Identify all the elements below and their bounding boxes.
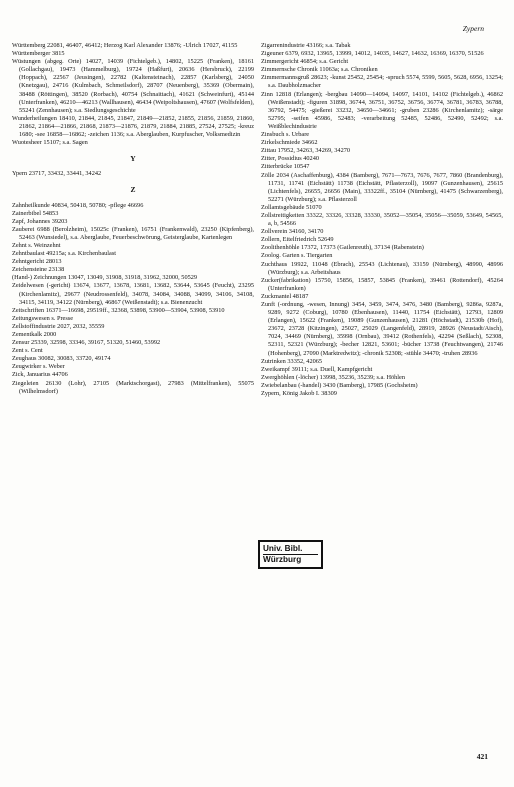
- index-entry: Zucker(fabrikation) 15750, 15856, 15857, 53845 (Franken), 39461 (Rottendorf), 45264 (Unterfranken): [261, 276, 503, 292]
- index-entry: Zigarrenindustrie 43166; s.a. Tabak: [261, 42, 351, 49]
- index-entry: Ziegeleien 26130 (Lohr), 27105 (Marktschorgast), 27983 (Mittelfranken), 55075 (Wilhelmsdorf): [12, 379, 254, 395]
- index-entry: Zehnt s. Weinzehnt: [12, 241, 61, 249]
- index-entry: Zweikampf 39111; s.a. Duell, Kampfgericht: [261, 365, 373, 373]
- index-entry: Zwerghöhlen (-löcher) 13998, 35236, 35239; s.a. Höhlen: [261, 373, 405, 381]
- index-entry: Zimmernsche Chronik 11063a; s.a. Chroniken: [261, 66, 378, 74]
- index-entry: Zeughaus 30082, 30083, 33720, 49174: [12, 355, 111, 363]
- index-entry: Wuotesheer 15107; s.a. Sagen: [12, 139, 88, 147]
- index-entry: Zick, Januarius 44706: [12, 371, 68, 379]
- index-column-right: [261, 42, 503, 398]
- index-entry: Zypern, König Jakob I. 38309: [261, 390, 337, 398]
- stamp-line-2: Würzburg: [263, 554, 318, 565]
- index-entry: Zuchthaus 19922, 11048 (Ebrach), 25543 (Lichtenau), 33159 (Nürnberg), 48990, 48996 (Würzburg); s.a. Arbeitshaus: [261, 260, 503, 276]
- index-entry: Zeitungswesen s. Presse: [12, 314, 74, 322]
- index-entry: Zoolog. Garten s. Tiergarten: [261, 252, 333, 260]
- index-entry: Zeichensteine 23138: [12, 266, 65, 274]
- index-entry: Zapf, Johannes 39203: [12, 217, 68, 225]
- letter-heading: Y: [130, 154, 136, 164]
- index-entry: Ypern 23717, 33432, 33441, 34242: [12, 170, 102, 178]
- index-column-left: [12, 42, 254, 396]
- letter-heading: Z: [130, 185, 136, 195]
- index-entry: Zeidelwesen (-gericht) 13674, 13677, 13678, 13681, 13682, 53644, 53645 (Feucht), 23295 (Kirchenlamitz), 29677 (Neudrossenfeld), 34078, 34084, 34088, 34099, 34106, 34108, 34115, 34119, 34122 (Nürnberg), 46867 (Weißenstadt); s.a. Bienenzucht: [12, 282, 254, 306]
- index-entry: Zimmermannsgruß 28623; -kunst 25452, 25454; -spruch 5574, 5599, 5605, 5628, 6956, 13254; s.a. Daubholzmacher: [261, 74, 503, 90]
- index-entry: Zitter, Possidius 40240: [261, 155, 319, 163]
- index-entry: Zeugwirker s. Weber: [12, 363, 65, 371]
- index-entry: Zent s. Cent: [12, 347, 43, 355]
- index-entry: Zementkalk 2000: [12, 331, 57, 338]
- index-entry: Zutrinken 33352, 42065: [261, 357, 323, 365]
- index-entry: (Hand-) Zeichnungen 13047, 13049, 31908, 31918, 31962, 32000, 50529: [12, 274, 198, 282]
- index-entry: Zittau 17952, 34263, 34269, 34270: [261, 147, 351, 155]
- index-entry: Zollamtsgebäude 51070: [261, 203, 322, 211]
- index-entry: Wunderheilungen 18410, 21844, 21845, 21847, 21849—21852, 21855, 21856, 21859, 21860, 21862, 21864—21866, 21868, 21873—21876, 21879, 21884, 21885, 27524, 27525; -kreuz 1680; -see 16858—16862; -zeichen 1136; s.a. Aberglauben, Kurpfuscher, Volksmedizin: [12, 114, 254, 139]
- index-entry: Württemberg 22081, 46407, 46412; Herzog Karl Alexander 13876; -Ulrich 17027, 41155: [12, 42, 238, 49]
- index-entry: Zitterbrücke 10547: [261, 163, 310, 171]
- index-entry: Zauberei 6988 (Berolzheim), 15025c (Franken), 16751 (Frankenwald), 23250 (Kipfenberg), 52463 (Wunsiedel), s.a. Aberglaube, Feuerbeschwörung, Geisterglaube, Kartenlegen: [12, 225, 254, 241]
- index-entry: Zinn 12818 (Erlangen); -bergbau 14090—14094, 14097, 14101, 14102 (Fichtelgeb.), 46862 (Weißenstadt); -figuren 31898, 36744, 36751, 36752, 36756, 36774, 36781, 36783, 36788, 36792, 54475; -gießerei 33232, 34650—34661; -gruben 23286 (Kirchenlamitz); -särge 52795; -seifen 45986, 52483; -verarbeitung 52485, 52486, 52490, 52492; s.a. Weißblechindustrie: [261, 90, 503, 130]
- index-entry: Zimmergericht 46854; s.a. Gericht: [261, 58, 349, 66]
- page-number: 421: [476, 752, 488, 761]
- index-entry: Zunft (-ordnung, -wesen, Innung) 3454, 3459, 3474, 3476, 3480 (Bamberg), 9286a, 9287a, 9289, 9272 (Coburg), 10780 (Ebenhausen), 11440, 11754 (Eichstätt), 12793, 12809 (Erlangen), 15622 (Franken), 19089 (Gunzenhausen), 21281 (Höchstadt), 21530b (Hof), 23672, 23728 (Kitzingen), 25027, 25029 (Langenfeld), 28919, 28926 (Neustadt/Aisch), 7024, 34469 (Nürnberg), 35998 (Ornbau), 39412 (Rothenfels), 42294 (Seßlach), 52308, 52311, 52321 (Würzburg); -becher 12821, 53601; -bücher 13738 (Feuchtwangen), 21746 (Hohenberg), 27090 (Marktredwitz); -chronik 52308; -stühle 34470; -truhen 28936: [261, 301, 503, 357]
- index-entry: Zensur 25339, 32598, 33346, 39167, 51320, 51460, 53992: [12, 339, 161, 347]
- index-entry: Zeitschriften 16371—16698, 29519ff., 32368, 53898, 53900—53904, 53908, 53910: [12, 306, 225, 314]
- index-entry: Zehntbaulast 49215a; s.a. Kirchenbaulast: [12, 250, 117, 258]
- index-entry: Zollstreitigkeiten 33322, 33326, 33328, 33330, 35052—35054, 35056—35059, 53649, 54565, a, b, 54566: [261, 211, 503, 228]
- stamp-line-1: Univ. Bibl.: [263, 544, 303, 553]
- index-entry: Zainerbibel 54853: [12, 209, 59, 217]
- library-stamp: [258, 540, 323, 569]
- index-entry: Zollern, Eitelfriedrich 52649: [261, 236, 334, 244]
- index-entry: Zirkelschmiede 34662: [261, 139, 318, 147]
- index-entry: Zinsbuch s. Urbare: [261, 131, 310, 139]
- running-head: Zypern: [462, 24, 484, 33]
- index-entry: Zwiebelanbau (-handel) 3430 (Bamberg), 17985 (Gochsheim): [261, 381, 418, 389]
- index-entry: Zollverein 34160, 34170: [261, 228, 324, 236]
- index-entry: Zellstoffindustrie 2027, 2032, 35559: [12, 322, 105, 330]
- index-entry: Zuckmantel 48187: [261, 292, 309, 300]
- index-entry: Zölle 2034 (Aschaffenburg), 4384 (Bamberg), 7671—7673, 7676, 7677, 7860 (Brandenburg), 11731, 11741 (Eichstätt) 11738 (Eichstätt, Pflasterzoll), 19097 (Gunzenhausen), 25615 (Lichtenfels), 26655, 26656 (Main), 33322ff., 35104 (Nürnberg), 41475 (Schwarzenberg), 52271 (Würzburg); s.a. Pflasterzoll: [261, 171, 503, 203]
- index-entry: Zoolithenhöhle 17372, 17373 (Gailenreuth), 37134 (Rabenstein): [261, 244, 424, 252]
- index-entry: Zehntgericht 28013: [12, 258, 62, 266]
- index-entry: Zahnheilkunde 40834, 50418, 50780; -pflege 46696: [12, 201, 144, 209]
- index-entry: Württemberger 3815: [12, 50, 65, 58]
- index-entry: Wüstungen (abgeg. Orte) 14027, 14039 (Fichtelgeb.), 14802, 15225 (Franken), 18161 (Gollachgau), 19473 (Hammelburg), 19724 (Haßfurt), 20636 (Hersbruck), 22199 (Hoppach), 22567 (Jeusingen), 22782 (Kaltensteinach), 22857 (Karlsberg), 24050 (Knetzgau), 24716 (Kulmbach, Schmeilsdorf), 28707 (Neuenberg), 35369 (Obermain), 38488 (Röttingen), 38520 (Rorbach), 40754 (Schnaittach), 41621 (Schweinfurt), 45144 (Unterfranken), 46210—46213 (Wallhausen), 46434 (Weipoltshausen), 47607 (Wolfsfelden), 55241 (Zennhausen); s.a. Siedlungsgeschichte: [12, 58, 254, 114]
- index-entry: Zigeuner 6379, 6932, 13965, 13999, 14012, 14035, 14627, 14632, 16369, 16370, 51526: [261, 50, 484, 58]
